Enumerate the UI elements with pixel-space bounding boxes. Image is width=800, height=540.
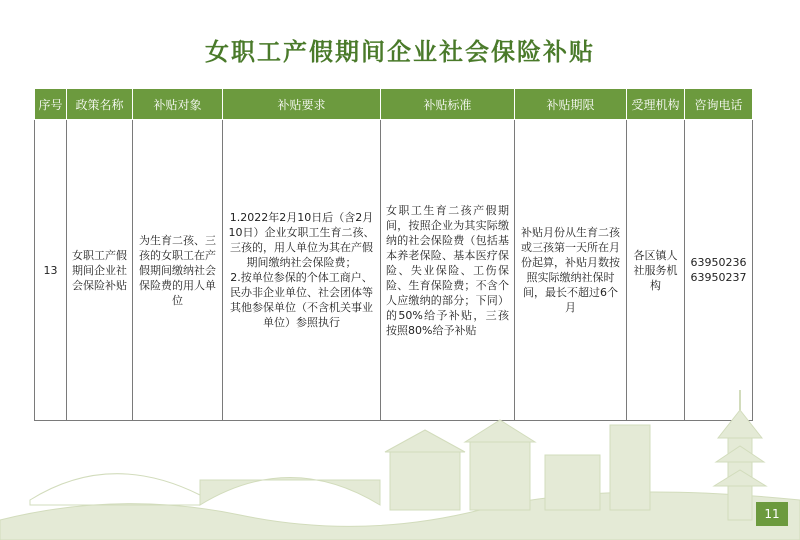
header-standard: 补贴标准 — [381, 89, 515, 120]
cell-period: 补贴月份从生育二孩或三孩第一天所在月份起算，补贴月数按照实际缴纳社保时间，最长不超过6个月 — [515, 120, 627, 421]
cell-agency: 各区镇人社服务机构 — [627, 120, 685, 421]
decorative-cityscape — [0, 380, 800, 540]
table-header-row — [35, 89, 753, 120]
cell-policy-name: 女职工产假期间企业社会保险补贴 — [67, 120, 133, 421]
page-title: 女职工产假期间企业社会保险补贴 — [205, 38, 595, 66]
policy-table — [34, 88, 753, 421]
cell-index: 13 — [35, 120, 67, 421]
header-agency: 受理机构 — [627, 89, 685, 120]
header-policy-name: 政策名称 — [67, 89, 133, 120]
header-period: 补贴期限 — [515, 89, 627, 120]
cell-standard: 女职工生育二孩产假期间，按照企业为其实际缴纳的社会保险费（包括基本养老保险、基本医疗保险、失业保险、工伤保险、生育保险费；不含个人应缴纳的部分；下同）的50%给予补贴，三孩按照80%给予补贴 — [381, 120, 515, 421]
header-phone: 咨询电话 — [685, 89, 753, 120]
cell-phone: 63950236 63950237 — [685, 120, 753, 421]
header-requirements: 补贴要求 — [223, 89, 381, 120]
header-index: 序号 — [35, 89, 67, 120]
cell-target: 为生育二孩、三孩的女职工在产假期间缴纳社会保险费的用人单位 — [133, 120, 223, 421]
cell-requirements: 1.2022年2月10日后（含2月10日）企业女职工生育二孩、三孩的，用人单位为其在产假期间缴纳社会保险费； 2.按单位参保的个体工商户、民办非企业单位、社会团体等其他参保单位（不含机关事业单位）参照执行 — [223, 120, 381, 421]
table-row — [35, 120, 753, 421]
page-number: 11 — [756, 502, 788, 526]
header-target: 补贴对象 — [133, 89, 223, 120]
